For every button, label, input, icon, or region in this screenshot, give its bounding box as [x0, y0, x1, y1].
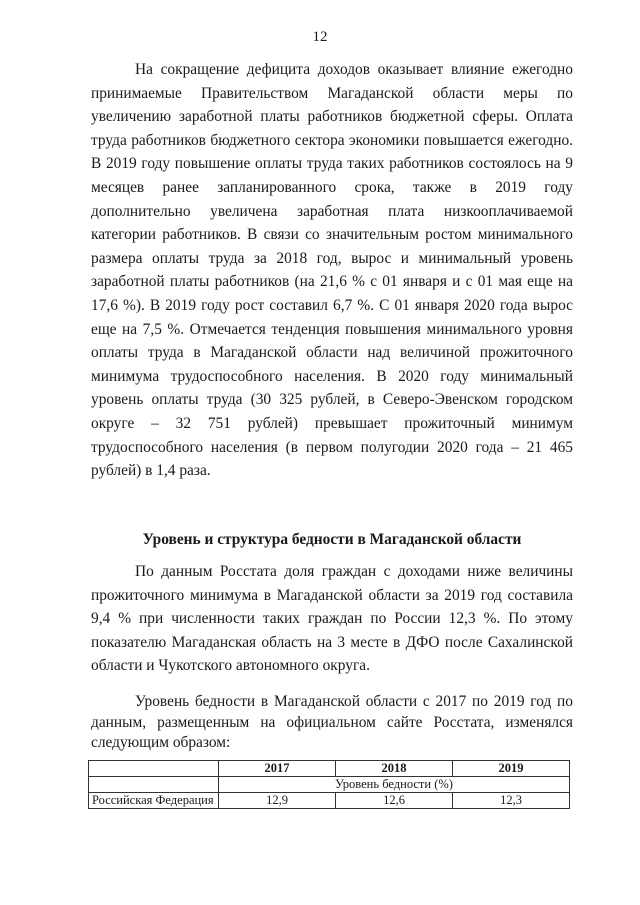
table-corner-cell [89, 761, 219, 777]
section-heading: Уровень и структура бедности в Магаданской области [142, 531, 522, 548]
paragraph-poverty-share: По данным Росстата доля граждан с доходами ниже величины прожиточного минимума в Магаданской области за 2019 год составила 9,4 % при численности таких граждан по России 12,3 %. По этому показателю Магаданская область на 3 месте в ДФО после Сахалинской области и Чукотского автономного округа. [91, 563, 573, 675]
table-cell: 12,9 [219, 793, 336, 809]
table-year-header: 2018 [336, 761, 453, 777]
poverty-table [88, 760, 570, 809]
table-subheader-empty [89, 777, 219, 793]
table-row [89, 793, 570, 809]
paragraph-income-deficit: На сокращение дефицита доходов оказывает влияние ежегодно принимаемые Правительством Магаданской области меры по увеличению заработной платы работников бюджетной сферы. Оплата труда работников бюджетного сектора экономики повышается ежегодно. В 2019 году повышение оплаты труда таких работников состоялось на 9 месяцев ранее запланированного срока, также в 2019 году дополнительно увеличена заработная плата низкооплачиваемой категории работников. В связи со значительным ростом минимального размера оплаты труда за 2018 год, вырос и минимальный уровень заработной платы работников (на 21,6 % с 01 января и с 01 мая еще на 17,6 %). В 2019 году рост составил 6,7 %. С 01 января 2020 года вырос еще на 7,5 %. Отмечается тенденция повышения минимального уровня оплаты труда в Магаданской области над величиной прожиточного минимума трудоспособного населения. В 2020 году минимальный уровень оплаты труда (30 325 рублей, в Северо-Эвенском городском округе – 32 751 рублей) превышает прожиточный минимум трудоспособного населения (в первом полугодии 2020 года – 21 465 рублей) в 1,4 раза. [91, 61, 573, 480]
page-number: 12 [312, 29, 328, 45]
table-cell: 12,3 [453, 793, 570, 809]
table-year-header: 2019 [453, 761, 570, 777]
table-header-row [89, 761, 570, 777]
poverty-table-wrapper [88, 760, 570, 809]
table-year-header: 2017 [219, 761, 336, 777]
paragraph-poverty-dynamics: Уровень бедности в Магаданской области с 2017 по 2019 год по данным, размещенным на официальном сайте Росстата, изменялся следующим образом: [91, 693, 573, 751]
table-subheader-row [89, 777, 570, 793]
table-row-label: Российская Федерация [89, 793, 219, 809]
table-subheader: Уровень бедности (%) [219, 777, 570, 793]
table-cell: 12,6 [336, 793, 453, 809]
